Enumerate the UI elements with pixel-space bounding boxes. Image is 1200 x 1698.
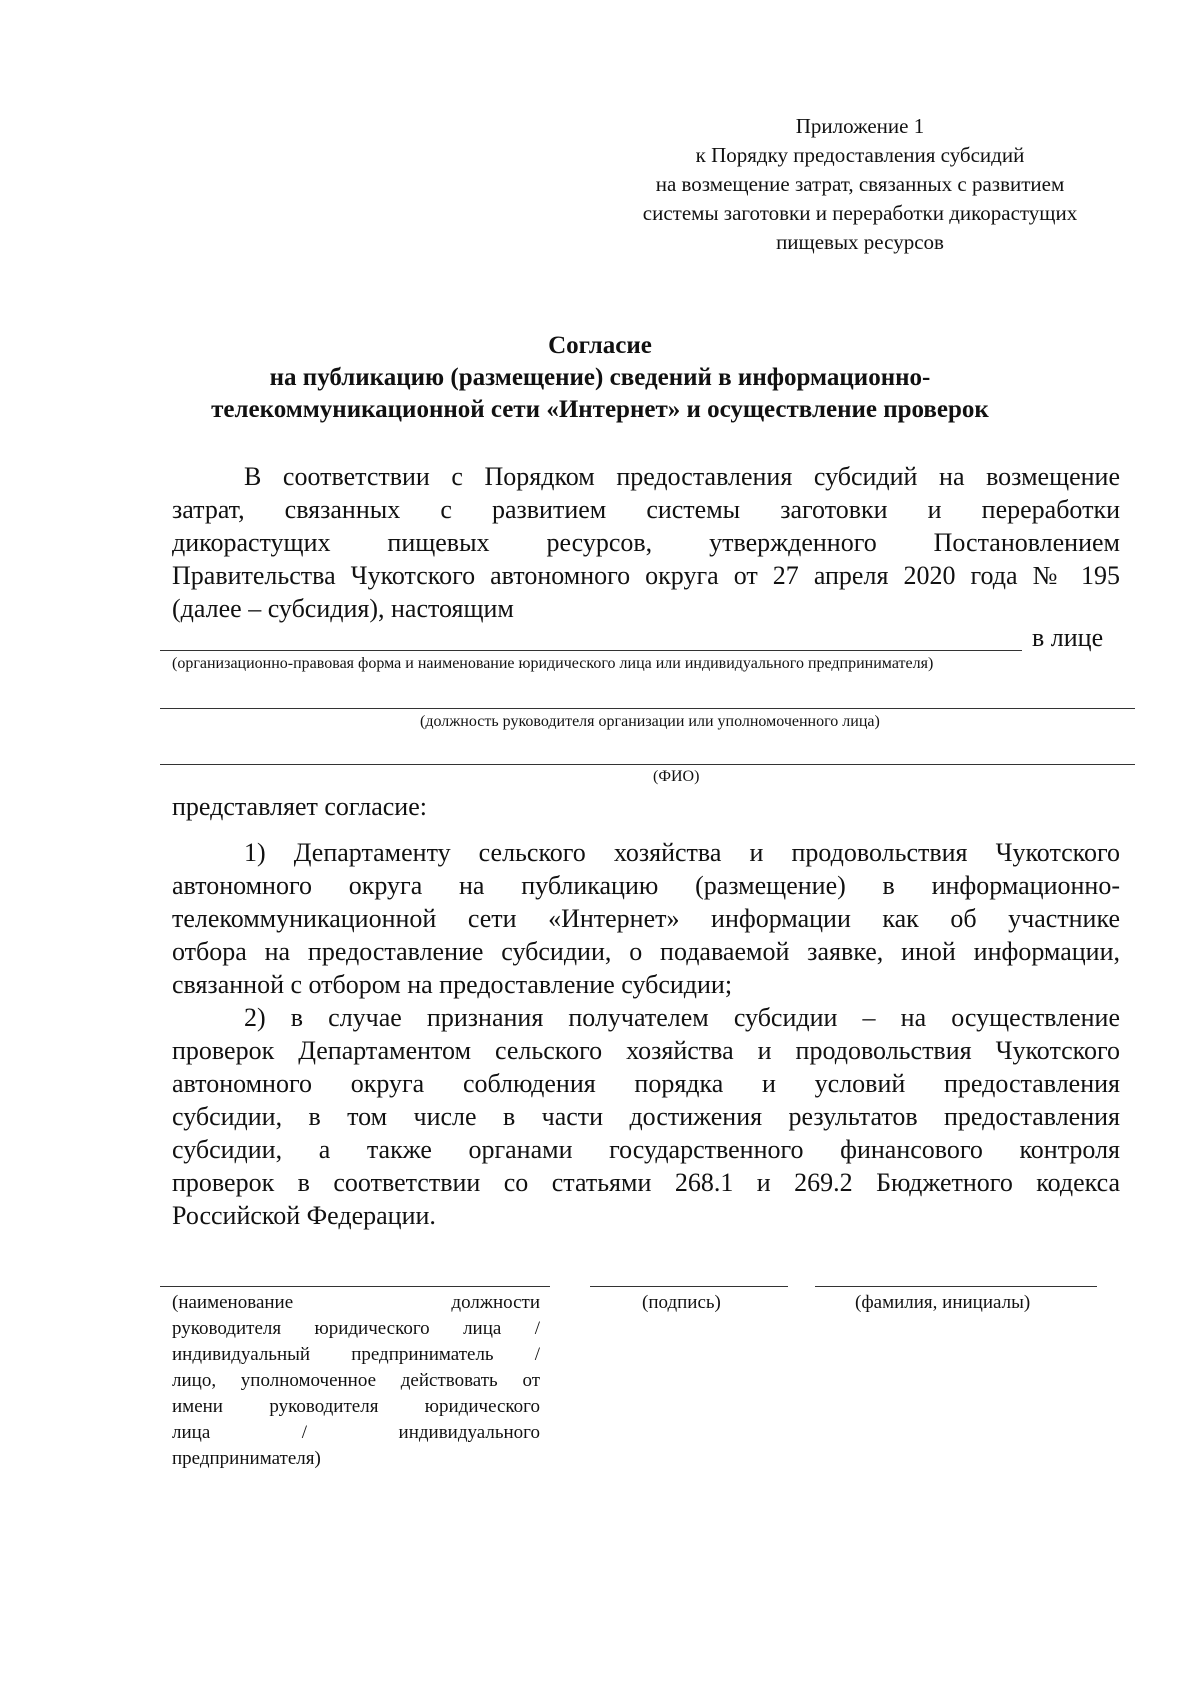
document-title xyxy=(140,330,1060,426)
intro-line: дикорастущих пищевых ресурсов, утвержденного Постановлением xyxy=(172,528,1120,557)
fio-caption: (ФИО) xyxy=(653,768,700,785)
signature-position-caption xyxy=(172,1290,540,1472)
signature-sign-caption: (подпись) xyxy=(642,1292,721,1313)
in-face-text: в лице xyxy=(1032,623,1104,652)
appendix-line: системы заготовки и переработки дикорастущих xyxy=(642,201,1078,225)
appendix-line: к Порядку предоставления субсидий xyxy=(695,143,1025,167)
agree-text: представляет согласие: xyxy=(172,792,427,821)
caption-line: предпринимателя) xyxy=(172,1448,321,1469)
item2-line: субсидии, а также органами государственного финансового контроля xyxy=(172,1135,1120,1164)
caption-line: лицо, уполномоченное действовать от xyxy=(172,1370,540,1391)
org-name-field-line[interactable] xyxy=(160,650,1022,651)
intro-line: В соответствии с Порядком предоставления субсидий на возмещение xyxy=(244,462,1120,491)
intro-line: Правительства Чукотского автономного округа от 27 апреля 2020 года № 195 xyxy=(172,561,1120,590)
intro-line: (далее – субсидия), настоящим xyxy=(172,594,514,623)
position-field-line[interactable] xyxy=(160,708,1135,709)
signature-name-caption: (фамилия, инициалы) xyxy=(855,1292,1031,1313)
appendix-header xyxy=(590,112,1130,257)
item2-line: проверок в соответствии со статьями 268.1 и 269.2 Бюджетного кодекса xyxy=(172,1168,1120,1197)
caption-line: (наименование должности xyxy=(172,1292,540,1313)
signature-name-line[interactable] xyxy=(815,1286,1097,1287)
signature-sign-line[interactable] xyxy=(590,1286,788,1287)
appendix-line: пищевых ресурсов xyxy=(776,230,944,254)
item2-line: автономного округа соблюдения порядка и условий предоставления xyxy=(172,1069,1120,1098)
appendix-line: на возмещение затрат, связанных с развитием xyxy=(655,172,1065,196)
item1-line: связанной с отбором на предоставление субсидии; xyxy=(172,970,733,999)
item1-line: автономного округа на публикацию (размещение) в информационно- xyxy=(172,871,1120,900)
item2-line: Российской Федерации. xyxy=(172,1201,436,1230)
caption-line: лица / индивидуального xyxy=(172,1422,540,1443)
title-line: телекоммуникационной сети «Интернет» и осуществление проверок xyxy=(211,396,989,423)
signature-position-line[interactable] xyxy=(160,1286,550,1287)
title-line: на публикацию (размещение) сведений в информационно- xyxy=(269,364,931,391)
item2-line: 2) в случае признания получателем субсидии – на осуществление xyxy=(244,1003,1120,1032)
title-line: Согласие xyxy=(548,332,652,359)
item1-line: отбора на предоставление субсидии, о подаваемой заявке, иной информации, xyxy=(172,937,1120,966)
item2-line: проверок Департаментом сельского хозяйства и продовольствия Чукотского xyxy=(172,1036,1120,1065)
item1-line: 1) Департаменту сельского хозяйства и продовольствия Чукотского xyxy=(244,838,1120,867)
intro-line: затрат, связанных с развитием системы заготовки и переработки xyxy=(172,495,1120,524)
item2-line: субсидии, в том числе в части достижения результатов предоставления xyxy=(172,1102,1120,1131)
consent-items xyxy=(172,836,1120,1232)
fio-field-line[interactable] xyxy=(160,764,1135,765)
intro-paragraph xyxy=(172,460,1120,625)
item1-line: телекоммуникационной сети «Интернет» информации как об участнике xyxy=(172,904,1120,933)
caption-line: руководителя юридического лица / xyxy=(172,1318,540,1339)
caption-line: имени руководителя юридического xyxy=(172,1396,540,1417)
appendix-line: Приложение 1 xyxy=(795,114,925,138)
org-name-caption: (организационно-правовая форма и наименование юридического лица или индивидуального предпринимателя) xyxy=(172,655,934,672)
position-caption: (должность руководителя организации или уполномоченного лица) xyxy=(420,713,880,730)
caption-line: индивидуальный предприниматель / xyxy=(172,1344,540,1365)
